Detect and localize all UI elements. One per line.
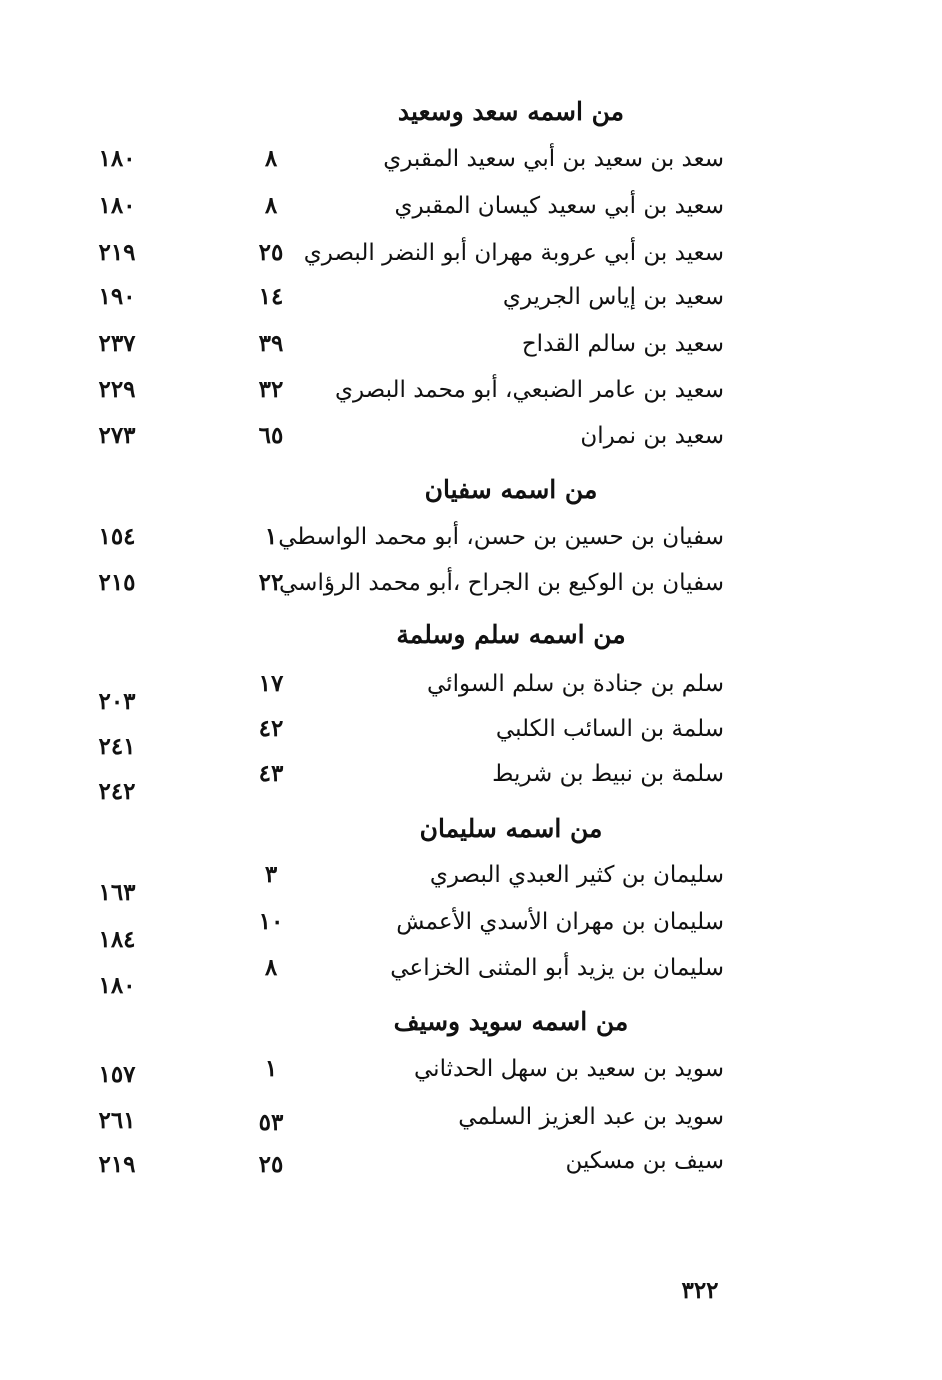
entry-page: ٢٦١ (98, 1107, 136, 1134)
entry-name: سعيد بن أبي سعيد كيسان المقبري (394, 193, 724, 219)
index-entry (0, 711, 942, 760)
page-number: ٣٢٢ (681, 1277, 719, 1304)
entry-name: سليمان بن مهران الأسدي الأعمش (396, 909, 724, 935)
entry-name: سلم بن جنادة بن سلم السوائي (427, 671, 724, 697)
section-heading: من اسمه سفيان (424, 475, 598, 504)
index-entry (0, 519, 942, 559)
index-entry (0, 279, 942, 319)
entry-number: ٨ (264, 954, 278, 981)
entry-number: ٢٢ (258, 569, 284, 596)
entry-number: ١٤ (258, 283, 284, 310)
entry-name: سلمة بن نبيط بن شريط (492, 761, 724, 787)
index-entry (0, 857, 942, 906)
section-heading: من اسمه سعد وسعيد (397, 97, 625, 126)
index-entry (0, 756, 942, 805)
entry-page: ٢٠٣ (98, 688, 136, 715)
entry-name: سعيد بن سالم القداح (521, 331, 724, 357)
entry-number: ٣٩ (258, 330, 284, 357)
section-heading: من اسمه سويد وسيف (393, 1007, 629, 1036)
entry-page: ١٨٠ (98, 192, 136, 219)
entry-number: ٢٥ (258, 1151, 284, 1178)
entry-number: ٦٥ (258, 422, 284, 449)
entry-page: ٢٤٢ (98, 778, 136, 805)
entry-page: ١٥٤ (98, 523, 136, 550)
entry-number: ٥٣ (258, 1109, 284, 1136)
index-entry (0, 141, 942, 181)
entry-name: سويد بن سعيد بن سهل الحدثاني (414, 1056, 724, 1082)
index-entry (0, 235, 942, 275)
index-entry (0, 950, 942, 999)
entry-number: ١ (264, 1055, 278, 1082)
section-heading: من اسمه سليمان (419, 814, 603, 843)
index-entry (0, 1099, 942, 1139)
entry-page: ١٥٧ (98, 1061, 136, 1088)
entry-page: ٢١٩ (98, 1151, 136, 1178)
index-entry (0, 418, 942, 458)
entry-name: سليمان بن يزيد أبو المثنى الخزاعي (390, 955, 724, 981)
index-entry (0, 1051, 942, 1091)
entry-number: ٣ (264, 861, 278, 888)
entry-name: سعيد بن عامر الضبعي، أبو محمد البصري (334, 377, 724, 403)
entry-name: سعد بن سعيد بن أبي سعيد المقبري (383, 146, 724, 172)
entry-number: ٨ (264, 145, 278, 172)
entry-number: ٨ (264, 192, 278, 219)
entry-number: ١٧ (258, 670, 284, 697)
index-entry (0, 326, 942, 366)
section-heading: من اسمه سلم وسلمة (396, 620, 626, 649)
entry-name: سويد بن عبد العزيز السلمي (458, 1104, 724, 1130)
entry-name: سعيد بن نمران (580, 423, 724, 449)
index-entry (0, 666, 942, 715)
entry-name: سليمان بن كثير العبدي البصري (429, 862, 724, 888)
entry-number: ١ (264, 523, 278, 550)
entry-number: ٤٣ (258, 760, 284, 787)
entry-page: ٢٤١ (98, 733, 136, 760)
index-entry (0, 188, 942, 228)
entry-page: ١٨٠ (98, 972, 136, 999)
entry-page: ١٦٣ (98, 879, 136, 906)
entry-number: ٣٢ (258, 376, 284, 403)
entry-number: ٢٥ (258, 239, 284, 266)
index-entry (0, 565, 942, 605)
entry-name: سعيد بن إياس الجريري (502, 284, 724, 310)
entry-page: ٢٣٧ (98, 330, 136, 357)
entry-name: سفيان بن الوكيع بن الجراح ،أبو محمد الرؤاسي (279, 570, 724, 596)
index-entry (0, 372, 942, 412)
entry-name: سلمة بن السائب الكلبي (495, 716, 724, 742)
index-entry (0, 904, 942, 953)
entry-number: ٤٢ (258, 715, 284, 742)
entry-page: ١٨٠ (98, 145, 136, 172)
entry-page: ١٨٤ (98, 926, 136, 953)
entry-page: ٢١٩ (98, 239, 136, 266)
entry-name: سعيد بن أبي عروبة مهران أبو النضر البصري (303, 240, 724, 266)
entry-page: ٢١٥ (98, 569, 136, 596)
entry-page: ٢٧٣ (98, 422, 136, 449)
entry-name: سفيان بن حسين بن حسن، أبو محمد الواسطي (278, 524, 724, 550)
entry-number: ١٠ (258, 908, 284, 935)
entry-name: سيف بن مسكين (565, 1148, 724, 1174)
entry-page: ٢٢٩ (98, 376, 136, 403)
entry-page: ١٩٠ (98, 283, 136, 310)
index-entry (0, 1143, 942, 1183)
